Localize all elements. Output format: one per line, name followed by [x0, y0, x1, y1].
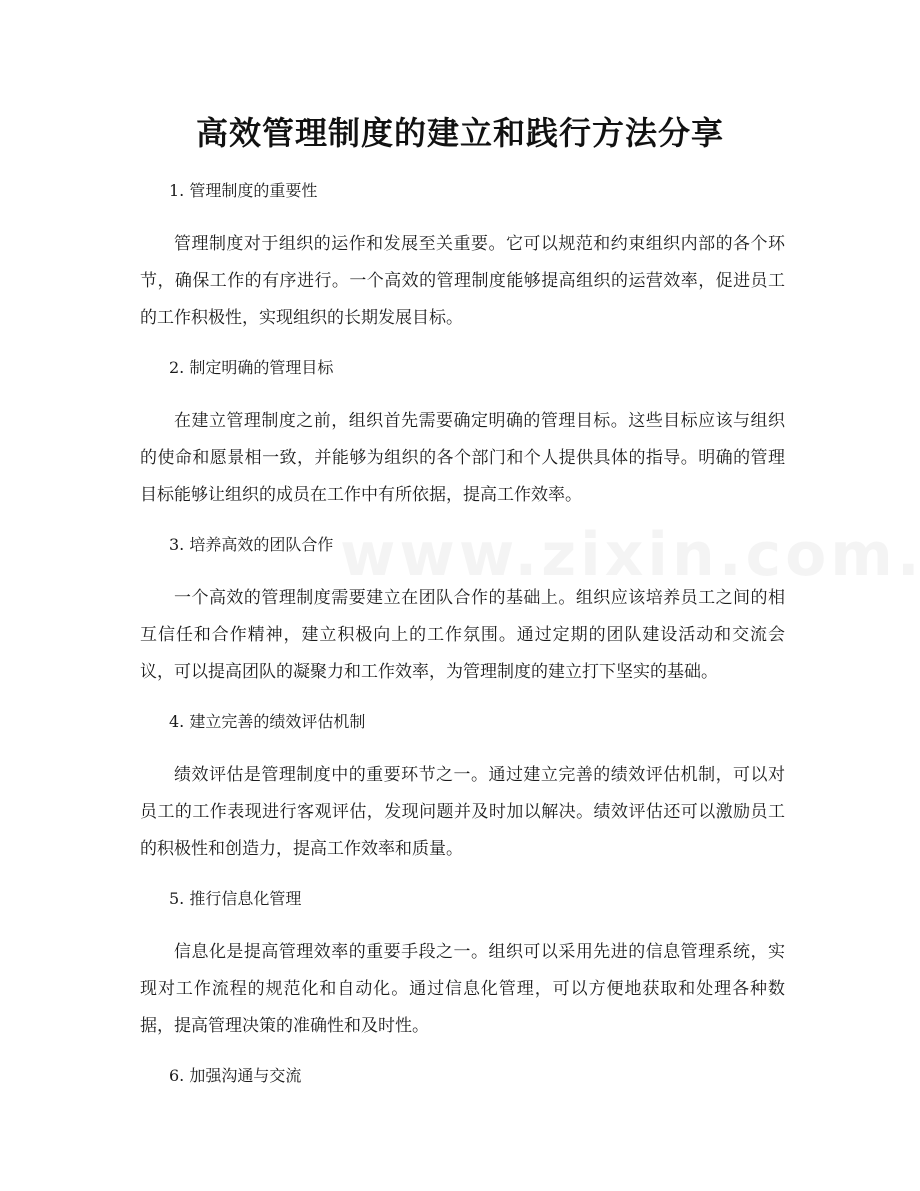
- section-heading-3: 3. 培养高效的团队合作: [169, 535, 334, 554]
- section-heading-1: 1. 管理制度的重要性: [169, 181, 318, 200]
- document-body: [140, 180, 785, 1087]
- section-heading-6: 6. 加强沟通与交流: [169, 1066, 302, 1085]
- section-paragraph-3: 一个高效的管理制度需要建立在团队合作的基础上。组织应该培养员工之间的相互信任和合作精神，建立积极向上的工作氛围。通过定期的团队建设活动和交流会议，可以提高团队的凝聚力和工作效率，为管理制度的建立打下坚实的基础。: [140, 588, 785, 682]
- section-paragraph-1: 管理制度对于组织的运作和发展至关重要。它可以规范和约束组织内部的各个环节，确保工作的有序进行。一个高效的管理制度能够提高组织的运营效率，促进员工的工作积极性，实现组织的长期发展目标。: [140, 234, 785, 328]
- section-paragraph-5: 信息化是提高管理效率的重要手段之一。组织可以采用先进的信息管理系统，实现对工作流程的规范化和自动化。通过信息化管理，可以方便地获取和处理各种数据，提高管理决策的准确性和及时性。: [140, 942, 785, 1036]
- section-heading-4: 4. 建立完善的绩效评估机制: [169, 712, 366, 731]
- section-paragraph-2: 在建立管理制度之前，组织首先需要确定明确的管理目标。这些目标应该与组织的使命和愿景相一致，并能够为组织的各个部门和个人提供具体的指导。明确的管理目标能够让组织的成员在工作中有所依据，提高工作效率。: [140, 411, 785, 505]
- section-heading-2: 2. 制定明确的管理目标: [169, 358, 334, 377]
- section-paragraph-4: 绩效评估是管理制度中的重要环节之一。通过建立完善的绩效评估机制，可以对员工的工作表现进行客观评估，发现问题并及时加以解决。绩效评估还可以激励员工的积极性和创造力，提高工作效率和质量。: [140, 765, 785, 859]
- page-title: 高效管理制度的建立和践行方法分享: [195, 114, 724, 152]
- section-heading-5: 5. 推行信息化管理: [169, 889, 302, 908]
